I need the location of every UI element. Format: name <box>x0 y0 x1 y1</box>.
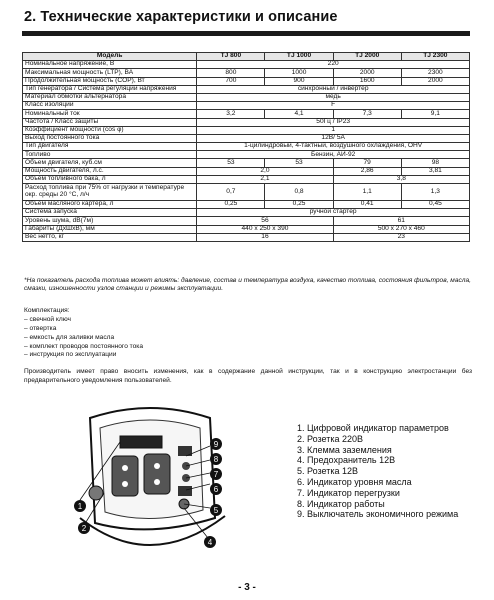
cell-value: 0,25 <box>265 201 333 209</box>
cell-value: 7,3 <box>333 110 401 118</box>
cell-value: 1000 <box>265 69 333 77</box>
table-row <box>23 93 470 101</box>
row-label: Расход топлива при 75% от нагрузки и температуре окр. среды 20 °С, л/ч <box>23 184 197 201</box>
callout-6 <box>210 483 222 495</box>
cell-value: 1,3 <box>401 184 469 201</box>
page-title: 2. Технические характеристики и описание <box>24 9 338 25</box>
table-row <box>23 118 470 126</box>
cell-value: 9,1 <box>401 110 469 118</box>
cell-value: 2,1 <box>197 175 333 183</box>
table-row <box>23 61 470 69</box>
cell-value: 2000 <box>333 69 401 77</box>
disclaimer: Производитель имеет право вносить изменения, как в содержание данной инструкции, так и в конструкцию электростанции без предварительного уведомления пользователей. <box>24 368 472 385</box>
legend-item: 6. Индикатор уровня масла <box>297 476 412 487</box>
row-label: Мощность двигателя, л.с. <box>23 167 197 175</box>
svg-text:7: 7 <box>213 470 219 479</box>
cell-value: 500 x 270 x 460 <box>333 225 469 233</box>
table-row <box>23 69 470 77</box>
table-row <box>23 184 470 201</box>
svg-text:4: 4 <box>207 538 213 547</box>
page-number: - 3 - <box>238 582 256 593</box>
cell-value: 3,2 <box>197 110 265 118</box>
row-label: Частота / Класс защиты <box>23 118 197 126</box>
svg-text:1: 1 <box>77 502 83 511</box>
cell-value: 2000 <box>401 77 469 85</box>
svg-text:6: 6 <box>213 485 219 494</box>
cell-value: 800 <box>197 69 265 77</box>
kit-title: Комплектация: <box>24 307 70 314</box>
callout-8 <box>210 453 222 465</box>
callout-5 <box>210 504 222 516</box>
table-row <box>23 233 470 241</box>
row-label: Тип двигателя <box>23 143 197 151</box>
legend-item: 4. Предохранитель 12В <box>297 455 396 466</box>
row-label: Объем топливного бака, л <box>23 175 197 183</box>
table-row <box>23 175 470 183</box>
title-underline <box>22 31 470 36</box>
cell-value: 53 <box>265 159 333 167</box>
header-model-name: TJ 2300 <box>401 53 469 61</box>
legend-item: 1. Цифровой индикатор параметров <box>297 423 449 433</box>
legend-item: 5. Розетка 12В <box>297 466 359 477</box>
svg-text:5: 5 <box>213 506 219 515</box>
legend-item: 2. Розетка 220В <box>297 433 364 444</box>
cell-value: 4,1 <box>265 110 333 118</box>
table-header-row <box>23 53 470 61</box>
cell-value: 0,7 <box>197 184 265 201</box>
table-row <box>23 143 470 151</box>
row-label: Система запуска <box>23 209 197 217</box>
legend-item: 8. Индикатор работы <box>297 498 385 509</box>
cell-value: 440 x 250 x 390 <box>197 225 333 233</box>
row-label: Объем двигателя, куб.см <box>23 159 197 167</box>
cell-value: 0,8 <box>265 184 333 201</box>
table-row <box>23 151 470 159</box>
kit-item: – инструкция по эксплуатации <box>24 351 117 359</box>
control-panel-illustration <box>60 398 240 568</box>
cell-value: 12В/ 5А <box>197 134 470 142</box>
cell-value: 700 <box>197 77 265 85</box>
kit-list <box>24 307 143 360</box>
cell-value: Бензин, АИ-92 <box>197 151 470 159</box>
cell-value: медь <box>197 93 470 101</box>
header-model-name: TJ 800 <box>197 53 265 61</box>
cell-value: 23 <box>333 233 469 241</box>
row-label: Габариты (ДхШхВ), мм <box>23 225 197 233</box>
table-row <box>23 217 470 225</box>
specs-table <box>22 52 470 242</box>
legend-item: 7. Индикатор перегрузки <box>297 487 400 498</box>
legend-item: 3. Клемма заземления <box>297 444 392 455</box>
cell-value: 50Гц / IP23 <box>197 118 470 126</box>
row-label: Объем масляного картера, л <box>23 201 197 209</box>
cell-value: F <box>197 102 470 110</box>
row-label: Продолжительная мощность (COP), Вт <box>23 77 197 85</box>
svg-text:8: 8 <box>213 455 219 464</box>
kit-item: – комплект проводов постоянного тока <box>24 342 143 350</box>
cell-value: 98 <box>401 159 469 167</box>
row-label: Класс изоляции <box>23 102 197 110</box>
cell-value: синхронный / инвертер <box>197 85 470 93</box>
cell-value: 16 <box>197 233 333 241</box>
cell-value: 61 <box>333 217 469 225</box>
kit-item: – свечной ключ <box>24 315 71 323</box>
callout-9 <box>210 438 222 450</box>
callout-2 <box>78 522 90 534</box>
cell-value: 53 <box>197 159 265 167</box>
header-model: Модель <box>23 53 197 61</box>
table-row <box>23 102 470 110</box>
cell-value: ручной стартер <box>197 209 470 217</box>
row-label: Тип генератора / Система регуляции напряжения <box>23 85 197 93</box>
cell-value: 2300 <box>401 69 469 77</box>
legend-item: 9. Выключатель экономичного режима <box>297 509 459 520</box>
cell-value: 3,8 <box>333 175 469 183</box>
cell-value: 0,41 <box>333 201 401 209</box>
kit-item: – емкость для заливки масла <box>24 333 115 341</box>
cell-value: 1 <box>197 126 470 134</box>
figure-legend <box>297 423 458 520</box>
cell-value: 1-цилиндровый, 4-тактный, воздушного охлаждения, OHV <box>197 143 470 151</box>
cell-value: 0,25 <box>197 201 265 209</box>
table-row <box>23 126 470 134</box>
cell-value: 79 <box>333 159 401 167</box>
table-row <box>23 159 470 167</box>
svg-text:2: 2 <box>81 524 87 533</box>
row-label: Вес нетто, кг <box>23 233 197 241</box>
cell-value: 1600 <box>333 77 401 85</box>
row-label: Выход постоянного тока <box>23 134 197 142</box>
cell-value: 2,0 <box>197 167 333 175</box>
row-label: Коэффициент мощности (cos φ) <box>23 126 197 134</box>
fuel-note: *На показатель расхода топлива может влиять: давление, состав и температура воздуха, качество топлива, состояния фильтров, масла, смазки, изношенности узлов станции и режимы эксплуатации. <box>24 277 472 293</box>
kit-item: – отвертка <box>24 324 57 332</box>
cell-value: 56 <box>197 217 333 225</box>
cell-value: 1,1 <box>333 184 401 201</box>
header-model-name: TJ 1000 <box>265 53 333 61</box>
row-label: Номинальное напряжение, В <box>23 61 197 69</box>
row-label: Максимальная мощность (LTP), ВА <box>23 69 197 77</box>
cell-value: 220 <box>197 61 470 69</box>
row-label: Материал обмотки альтернатора <box>23 93 197 101</box>
row-label: Уровень шума, dB(7м) <box>23 217 197 225</box>
table-row <box>23 225 470 233</box>
table-row <box>23 77 470 85</box>
cell-value: 0,45 <box>401 201 469 209</box>
callout-7 <box>210 468 222 480</box>
callout-1 <box>74 500 86 512</box>
table-row <box>23 110 470 118</box>
header-model-name: TJ 2000 <box>333 53 401 61</box>
row-label: Топливо <box>23 151 197 159</box>
cell-value: 3,81 <box>401 167 469 175</box>
cell-value: 2,86 <box>333 167 401 175</box>
table-row <box>23 209 470 217</box>
svg-text:9: 9 <box>213 440 219 449</box>
row-label: Номинальный ток <box>23 110 197 118</box>
table-row <box>23 201 470 209</box>
cell-value: 900 <box>265 77 333 85</box>
callout-4 <box>204 536 216 548</box>
